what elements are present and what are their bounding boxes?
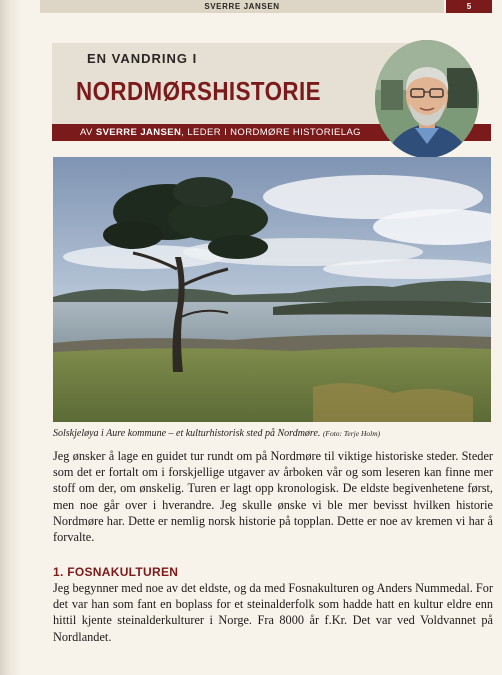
byline-role: , LEDER I NORDMØRE HISTORIELAG [181, 127, 361, 138]
running-header [40, 0, 444, 13]
landscape-photo-image [53, 157, 491, 422]
title-banner [52, 43, 430, 125]
byline [80, 127, 361, 138]
author-portrait-image [375, 40, 479, 158]
photo-credit: (Foto: Terje Holm) [322, 429, 381, 438]
author-portrait [375, 40, 479, 158]
title-main: NORDMØRSHISTORIE [76, 76, 321, 106]
section-heading: 1. FOSNAKULTUREN [53, 565, 179, 579]
page-number: 5 [446, 0, 492, 13]
section-text: Jeg begynner med noe av det eldste, og da med Fosnakulturen og Anders Nummedal. For det var han som fant en boplass for et steinalderfolk som hadde hatt en kultur eldre enn hittil kjente steinalderkulturer i Norge. Fra 8000 år f.Kr. Det var ved Voldvannet på Nordlandet. [53, 581, 493, 644]
byline-prefix: AV [80, 127, 93, 138]
photo-caption [53, 428, 493, 439]
title-kicker: EN VANDRING I [87, 51, 198, 66]
article-intro: Jeg ønsker å lage en guidet tur rundt om på Nordmøre til viktige historiske steder. Steder som det er fortalt om i forskjellige utgaver av årboken vår og som leseren kan finne mer stoff om der, om ønskelig. Turen er lagt opp kronologisk. De eldste begivenhetene først, men noe går over i hverandre. Jeg skulle ønske vi ble mer bevisst hvilken historie Nordmøre har. Dette er nemlig norsk historie på topplan. Dette er noe av kremen vi har å forvalte. [53, 449, 493, 545]
page-gutter-shadow [0, 0, 22, 675]
running-header-author: SVERRE JANSEN [204, 2, 280, 11]
landscape-photo [53, 157, 491, 422]
byline-author: SVERRE JANSEN [95, 127, 182, 138]
photo-caption-text: Solskjeløya i Aure kommune – et kulturhistorisk sted på Nordmøre. [53, 428, 321, 439]
